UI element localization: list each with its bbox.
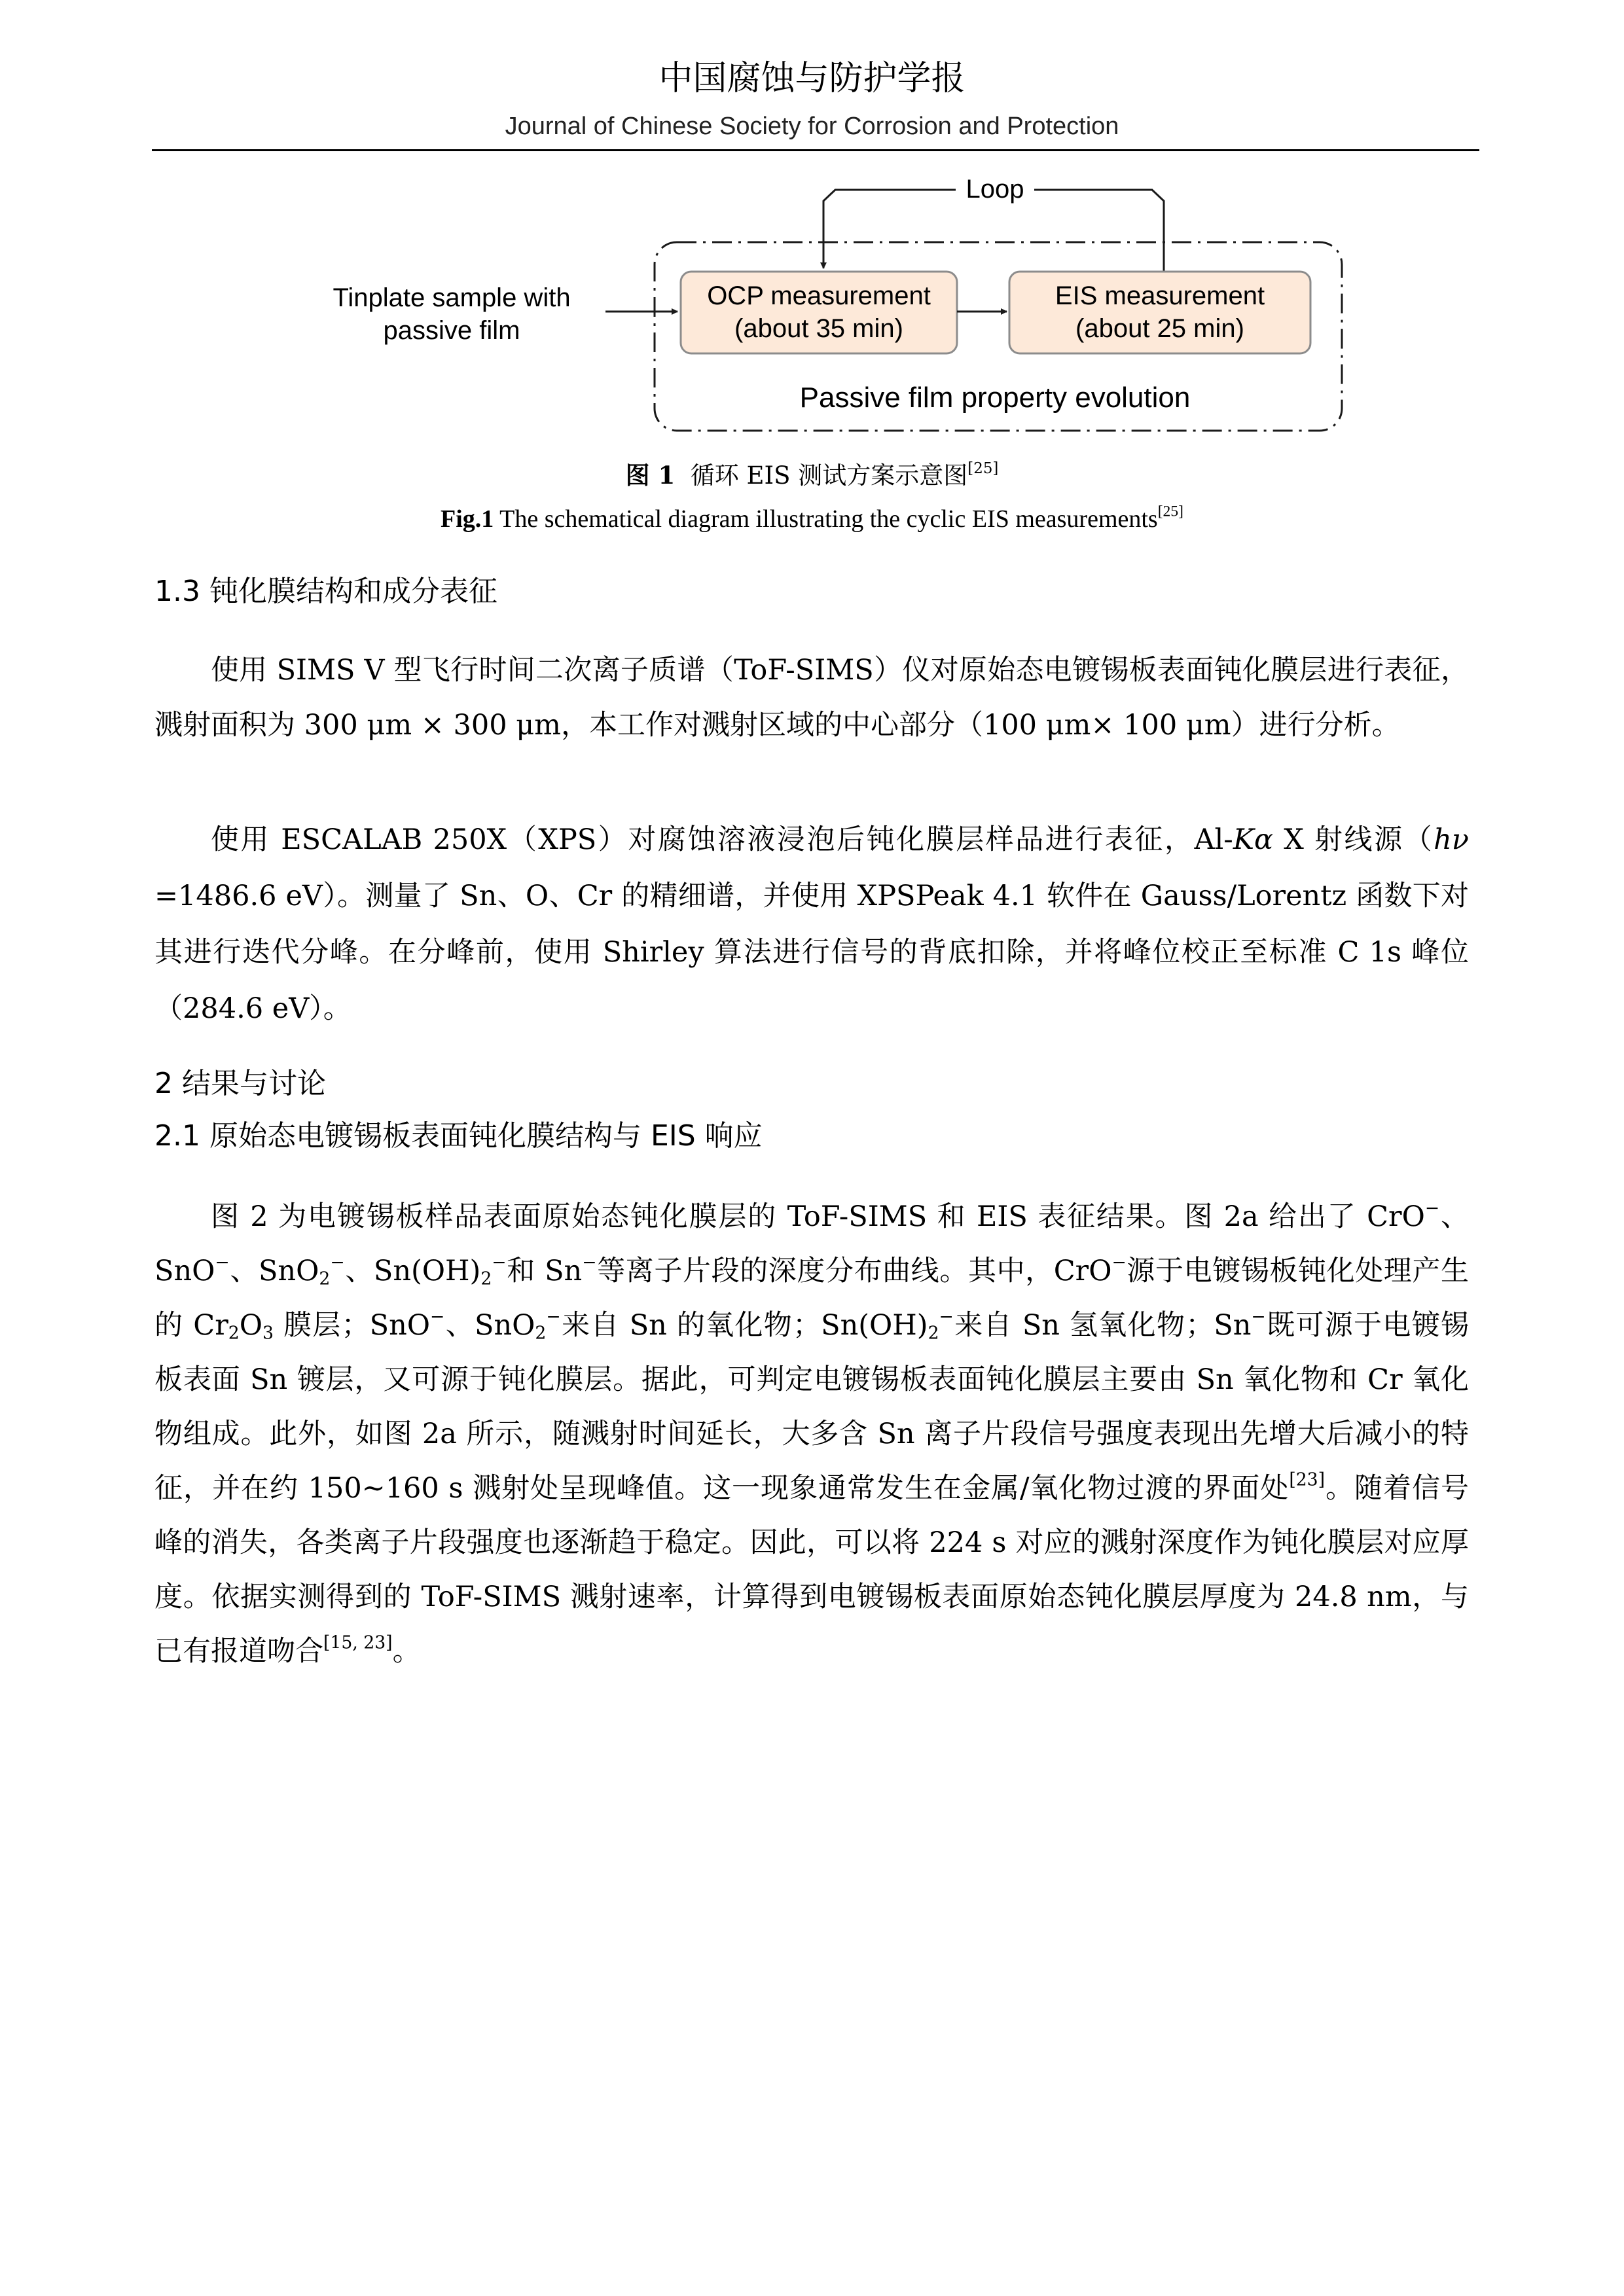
sup-minus: − (215, 1252, 230, 1273)
paragraph-sims: 使用 SIMS V 型飞行时间二次离子质谱（ToF-SIMS）仪对原始态电镀锡板表面钝化膜层进行表征，溅射面积为 300 μm × 300 μm，本工作对溅射区域的中心部分（100 μm× 100 μm）进行分析。 (154, 654, 1469, 742)
paragraph-tof-sims-results (154, 1190, 1469, 1679)
paragraph-xps (154, 812, 1469, 1037)
sup-minus: − (1251, 1306, 1266, 1327)
sub-2: 2 (535, 1323, 547, 1344)
text-frag: 、SnO (444, 1309, 535, 1342)
journal-title-en: Journal of Chinese Society for Corrosion and Protection (505, 113, 1119, 140)
text-frag: 。 (392, 1635, 421, 1668)
sub-2: 2 (480, 1268, 492, 1289)
xps-hv: hν (1434, 823, 1470, 856)
sup-minus: − (582, 1252, 597, 1273)
xps-text-a: 使用 ESCALAB 250X（XPS）对腐蚀溶液浸泡后钝化膜层样品进行表征，Al- (211, 823, 1233, 856)
journal-title-cn: 中国腐蚀与防护学报 (659, 59, 965, 98)
sup-minus: − (1111, 1252, 1127, 1273)
sup-minus: − (430, 1306, 445, 1327)
text-frag: 和 Sn (506, 1255, 583, 1287)
ocp-box-line1: OCP measurement (707, 281, 931, 310)
section-heading-2: 2 结果与讨论 (154, 1067, 326, 1100)
group-label: Passive film property evolution (799, 382, 1191, 414)
text-frag: 等离子片段的深度分布曲线。其中，CrO (596, 1255, 1112, 1287)
text-frag: 、Sn(OH) (344, 1255, 481, 1287)
caption-en-text: The schematical diagram illustrating the cyclic EIS measurements (494, 505, 1158, 533)
eis-box-line2: (about 25 min) (1075, 314, 1244, 343)
figure-1-diagram (0, 0, 1624, 458)
loop-label: Loop (965, 175, 1024, 204)
caption-en-label: Fig.1 (441, 505, 494, 533)
sup-minus: − (492, 1252, 507, 1273)
text-frag: 、SnO (154, 1200, 1469, 1287)
text-frag: 、SnO (229, 1255, 319, 1287)
xps-text-b: X 射线源（ (1273, 823, 1434, 856)
sup-minus: − (1424, 1198, 1440, 1219)
section-heading-1-3: 1.3 钝化膜结构和成分表征 (154, 575, 497, 608)
text-frag: 膜层；SnO (273, 1309, 431, 1342)
section-heading-2-1: 2.1 原始态电镀锡板表面钝化膜结构与 EIS 响应 (154, 1119, 763, 1153)
loop-line-left (823, 190, 956, 268)
text-frag: 既可源于电镀锡板表面 Sn 镀层，又可源于钝化膜层。据此，可判定电镀锡板表面钝化膜层主要由 Sn 氧化物和 Cr 氧化物组成。此外，如图 2a 所示，随溅射时间延长，大多含 Sn 离子片段信号强度表现出先增大后减小的特征，并在约 150~160 s 溅射处呈现峰值。这一现象通常发生在金属/氧化物过渡的界面处 (154, 1309, 1470, 1505)
text-frag: O (239, 1309, 263, 1342)
loop-line-right (1034, 190, 1164, 274)
sub-2: 2 (319, 1268, 331, 1289)
input-label-line2: passive film (383, 316, 520, 345)
caption-cn-ref[interactable]: [25] (967, 459, 999, 477)
text-frag: 来自 Sn 氢氧化物；Sn (953, 1309, 1252, 1342)
eis-box-line1: EIS measurement (1055, 281, 1265, 310)
xps-kalpha: Kα (1233, 823, 1273, 856)
text-frag: 。随着信号峰的消失，各类离子片段强度也逐渐趋于稳定。因此，可以将 224 s 对应的溅射深度作为钝化膜层对应厚度。依据实测得到的 ToF-SIMS 溅射速率，计算得到电镀锡板表面原始态钝化膜层厚度为 24.8 nm，与已有报道吻合 (154, 1472, 1469, 1668)
sub-2: 2 (928, 1323, 939, 1344)
figure-caption-en (0, 504, 1624, 534)
input-label-line1: Tinplate sample with (333, 283, 571, 312)
ocp-box-line2: (about 35 min) (734, 314, 903, 343)
caption-cn-label: 图 1 (625, 461, 676, 490)
caption-cn-text: 循环 EIS 测试方案示意图 (690, 461, 968, 490)
sup-minus: − (330, 1252, 345, 1273)
text-frag: 源于电镀锡板钝化处理产生的 Cr (154, 1255, 1469, 1342)
citation-ref[interactable]: [15, 23] (323, 1632, 393, 1653)
figure-caption-cn (0, 460, 1624, 491)
xps-text-c: =1486.6 eV）。测量了 Sn、O、Cr 的精细谱，并使用 XPSPeak 4.1 软件在 Gauss/Lorentz 函数下对其进行迭代分峰。在分峰前，使用 Shirley 算法进行信号的背底扣除，并将峰位校正至标准 C 1s 峰位（284.6 eV）。 (154, 880, 1469, 1025)
sub-2: 2 (228, 1323, 240, 1344)
sup-minus: − (939, 1306, 954, 1327)
caption-en-ref[interactable]: [25] (1157, 503, 1183, 520)
text-frag: 来自 Sn 的氧化物；Sn(OH) (560, 1309, 928, 1342)
text-frag: 图 2 为电镀锡板样品表面原始态钝化膜层的 ToF-SIMS 和 EIS 表征结果。图 2a 给出了 CrO (211, 1200, 1425, 1233)
citation-ref[interactable]: [23] (1289, 1469, 1326, 1490)
sup-minus: − (546, 1306, 561, 1327)
sub-3: 3 (262, 1323, 274, 1344)
